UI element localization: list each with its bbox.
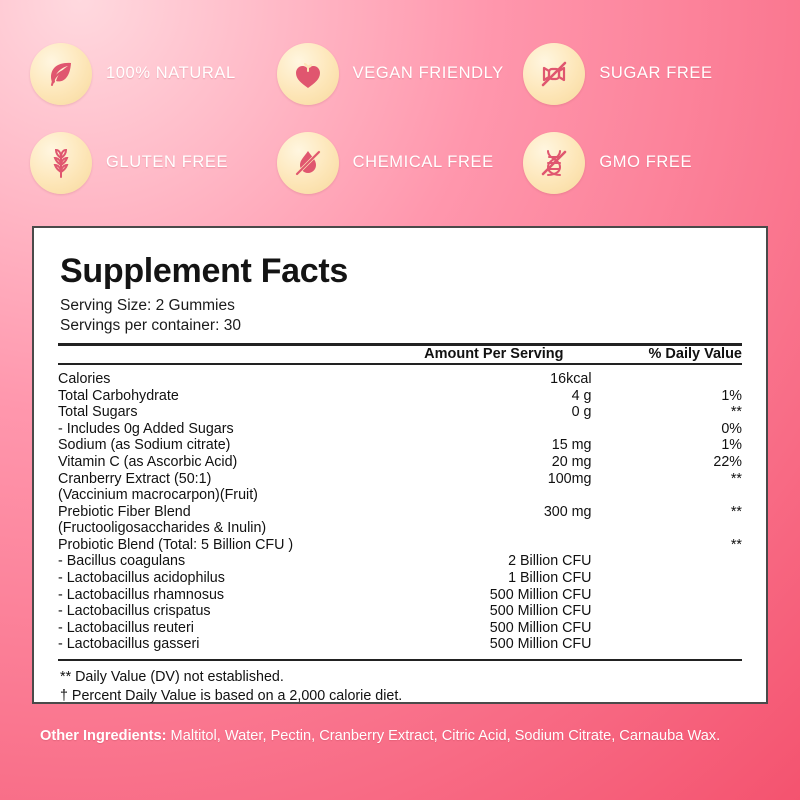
row-amount	[386, 487, 591, 504]
no-candy-icon	[523, 43, 585, 105]
table-row	[58, 404, 742, 421]
badge-label: SUGAR FREE	[599, 64, 713, 82]
other-ingredients	[40, 728, 768, 744]
row-name: - Lactobacillus gasseri	[58, 636, 200, 653]
badge-gmo-free	[523, 119, 770, 206]
row-amount: 16kcal	[550, 370, 592, 387]
row-amount: 0 g	[571, 404, 592, 421]
row-dv: **	[730, 536, 742, 553]
nutrition-table	[58, 346, 742, 363]
row-dv	[592, 636, 743, 653]
row-name: Cranberry Extract (50:1)	[58, 470, 212, 487]
badge-vegan-friendly	[277, 30, 524, 117]
badge-100-natural	[30, 30, 277, 117]
row-dv	[592, 520, 743, 537]
row-name: - Includes 0g Added Sugars	[58, 420, 234, 437]
table-row	[58, 537, 742, 554]
table-row	[58, 437, 742, 454]
table-row	[58, 620, 742, 637]
badge-label: GMO FREE	[599, 153, 693, 171]
row-name: Probiotic Blend (Total: 5 Billion CFU )	[58, 536, 294, 553]
table-row	[58, 371, 742, 388]
row-dv	[592, 587, 743, 604]
serving-size: Serving Size: 2 Gummies	[60, 296, 235, 314]
row-name: Sodium (as Sodium citrate)	[58, 437, 231, 454]
badge-gluten-free	[30, 119, 277, 206]
other-ingredients-label: Other Ingredients:	[40, 728, 167, 744]
badge-label: VEGAN FRIENDLY	[352, 64, 504, 82]
row-name: - Lactobacillus reuteri	[58, 619, 194, 636]
badge-grid	[30, 30, 770, 206]
wheat-icon	[30, 132, 92, 194]
row-amount	[386, 520, 591, 537]
heart-plant-icon	[277, 43, 339, 105]
table-row	[58, 553, 742, 570]
row-name: (Fructooligosaccharides & Inulin)	[58, 520, 267, 537]
row-dv: **	[730, 404, 742, 421]
row-amount: 15 mg	[551, 437, 592, 454]
row-name: Total Carbohydrate	[58, 387, 179, 404]
table-row	[58, 587, 742, 604]
table-row	[58, 520, 742, 537]
badge-label: GLUTEN FREE	[106, 153, 229, 171]
row-name: Vitamin C (as Ascorbic Acid)	[58, 453, 238, 470]
row-dv	[592, 603, 743, 620]
row-amount: 300 mg	[543, 503, 592, 520]
servings-per-container: Servings per container: 30	[60, 316, 241, 334]
row-name: - Lactobacillus rhamnosus	[58, 586, 225, 603]
row-dv	[592, 570, 743, 587]
row-dv: 1%	[721, 437, 742, 454]
row-amount: 2 Billion CFU	[508, 553, 592, 570]
row-name: (Vaccinium macrocarpon)(Fruit)	[58, 487, 258, 504]
row-amount: 500 Million CFU	[489, 603, 592, 620]
row-amount: 20 mg	[551, 453, 592, 470]
page-title: Supplement Facts	[60, 252, 349, 290]
row-dv: 1%	[721, 387, 742, 404]
footnote-dv: ** Daily Value (DV) not established.	[60, 669, 284, 686]
table-row	[58, 421, 742, 438]
row-amount: 500 Million CFU	[489, 619, 592, 636]
table-row	[58, 504, 742, 521]
row-amount: 500 Million CFU	[489, 586, 592, 603]
other-ingredients-text: Maltitol, Water, Pectin, Cranberry Extract, Citric Acid, Sodium Citrate, Carnauba Wax.	[166, 728, 721, 744]
row-dv	[592, 487, 743, 504]
table-row	[58, 388, 742, 405]
table-row	[58, 487, 742, 504]
row-amount: 1 Billion CFU	[508, 570, 592, 587]
table-row	[58, 603, 742, 620]
row-name: Total Sugars	[58, 404, 138, 421]
row-amount: 100mg	[547, 470, 592, 487]
row-amount: 4 g	[571, 387, 592, 404]
supplement-facts-panel	[32, 226, 768, 704]
row-dv: 0%	[721, 420, 742, 437]
row-name: Prebiotic Fiber Blend	[58, 503, 191, 520]
badge-label: 100% NATURAL	[106, 64, 236, 82]
no-droplet-icon	[277, 132, 339, 194]
row-dv: 22%	[713, 453, 742, 470]
badge-sugar-free	[523, 30, 770, 117]
row-dv	[592, 620, 743, 637]
badge-chemical-free	[277, 119, 524, 206]
row-dv: **	[730, 503, 742, 520]
badge-label: CHEMICAL FREE	[352, 153, 494, 171]
table-row	[58, 570, 742, 587]
leaf-icon	[30, 43, 92, 105]
row-name: - Bacillus coagulans	[58, 553, 186, 570]
row-amount	[386, 421, 591, 438]
table-row	[58, 454, 742, 471]
nutrition-rows	[58, 365, 742, 659]
header-blank	[58, 346, 386, 363]
footnote-percent-dv: † Percent Daily Value is based on a 2,000 calorie diet.	[60, 688, 403, 705]
row-amount: 500 Million CFU	[489, 636, 592, 653]
row-name: Calories	[58, 370, 111, 387]
row-dv: **	[730, 470, 742, 487]
row-name: - Lactobacillus crispatus	[58, 603, 211, 620]
no-dna-icon	[523, 132, 585, 194]
header-amount: Amount Per Serving	[424, 346, 564, 363]
table-header-row	[58, 346, 742, 363]
row-amount	[386, 537, 591, 554]
table-row	[58, 471, 742, 488]
row-name: - Lactobacillus acidophilus	[58, 570, 225, 587]
row-dv	[592, 553, 743, 570]
row-dv	[592, 371, 743, 388]
header-daily-value: % Daily Value	[648, 346, 742, 363]
table-row	[58, 636, 742, 653]
